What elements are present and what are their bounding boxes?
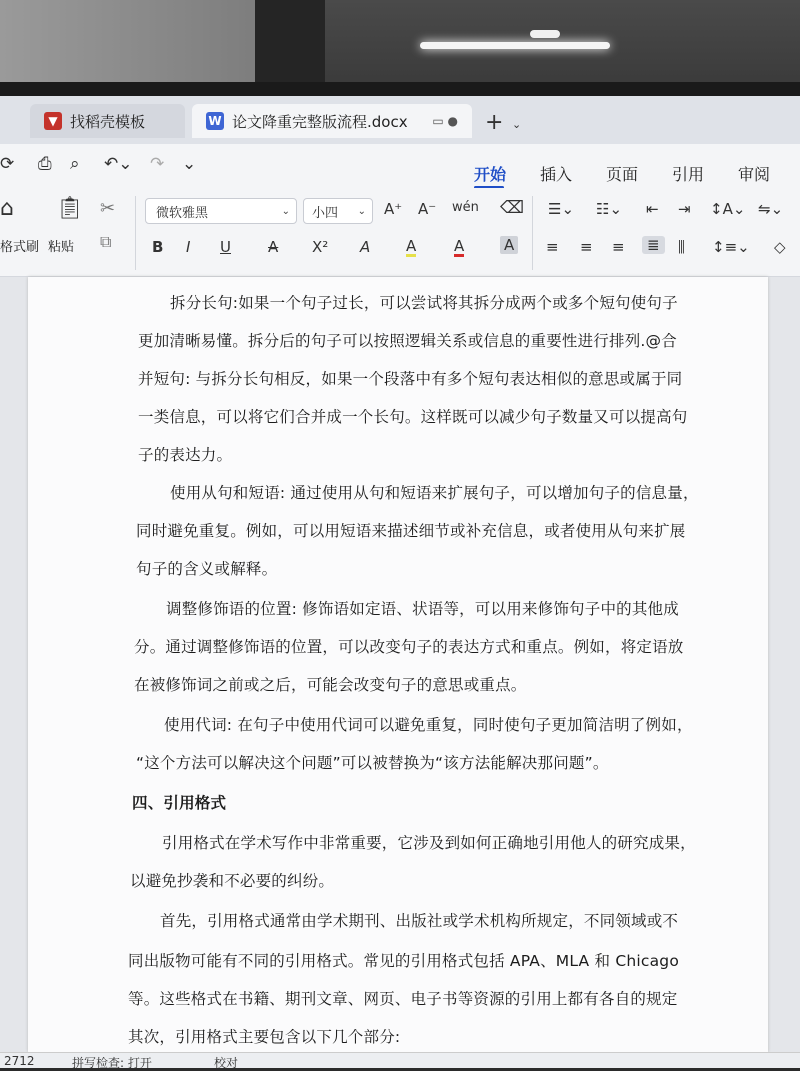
- paragraph-line: 子的表达力。: [138, 446, 233, 464]
- shrink-font-button[interactable]: A⁻: [418, 200, 437, 218]
- chevron-down-icon[interactable]: ⌄: [512, 118, 522, 131]
- menu-reference[interactable]: 引用: [672, 165, 705, 184]
- wps-window: [0, 96, 800, 1070]
- paragraph-line: 一类信息，可以将它们合并成一个长句。这样既可以减少句子数量又可以提高句: [138, 408, 688, 426]
- document-page[interactable]: [28, 277, 768, 1052]
- line-spacing-icon[interactable]: ↕≡⌄: [712, 238, 750, 256]
- wps-docer-icon: ▼: [44, 112, 62, 130]
- paragraph-line: 在被修饰词之前或之后，可能会改变句子的意思或重点。: [134, 676, 527, 694]
- tab-label: 论文降重完整版流程.docx: [232, 112, 408, 131]
- proofread-button[interactable]: 校对: [214, 1056, 239, 1070]
- increase-indent-icon[interactable]: ⇥: [678, 200, 691, 218]
- align-left-icon[interactable]: ≡: [546, 238, 559, 256]
- justify-icon[interactable]: ≣: [642, 236, 665, 254]
- bullet-list-icon[interactable]: ☰⌄: [548, 200, 575, 218]
- sort-icon[interactable]: ⇋⌄: [758, 200, 784, 218]
- paragraph-line: 句子的含义或解释。: [136, 560, 278, 578]
- background-wall: [0, 0, 260, 90]
- ribbon-toolbar: [0, 188, 800, 277]
- spell-check-status[interactable]: 拼写检查: 打开: [72, 1056, 152, 1070]
- tab-bar: [0, 96, 800, 144]
- ribbon-separator: [135, 196, 136, 270]
- paragraph-line: 同时避免重复。例如，可以用短语来描述细节或补充信息，或者使用从句来扩展: [136, 522, 686, 540]
- font-size-select[interactable]: [303, 198, 373, 224]
- undo-icon[interactable]: ↶⌄: [104, 154, 133, 174]
- document-area: [0, 277, 800, 1052]
- word-count[interactable]: 2712: [4, 1054, 35, 1068]
- bold-button[interactable]: B: [152, 238, 164, 256]
- paragraph-line: 引用格式在学术写作中非常重要，它涉及到如何正确地引用他人的研究成果，: [162, 834, 696, 852]
- font-name-select[interactable]: [145, 198, 297, 224]
- copy-icon[interactable]: ⧉: [100, 232, 112, 251]
- superscript-button[interactable]: X²: [312, 238, 329, 256]
- paragraph-line: “这个方法可以解决这个问题”可以被替换为“该方法能解决那问题”。: [136, 754, 609, 772]
- background-pillar: [255, 0, 325, 90]
- paragraph-line: 更加清晰易懂。拆分后的句子可以按照逻辑关系或信息的重要性进行排列.@合: [138, 332, 677, 350]
- text-direction-icon[interactable]: ↕A⌄: [710, 200, 746, 218]
- redo-icon[interactable]: ⟳: [0, 154, 15, 174]
- highlight-button[interactable]: A: [406, 237, 417, 255]
- strikethrough-button[interactable]: A: [268, 238, 279, 256]
- paste-label[interactable]: 粘贴: [48, 240, 75, 255]
- text-effect-button[interactable]: A: [360, 238, 371, 256]
- chevron-down-icon: ⌄: [357, 205, 366, 217]
- new-tab-button[interactable]: +: [485, 110, 504, 135]
- distribute-icon[interactable]: ⫼: [678, 238, 685, 256]
- numbered-list-icon[interactable]: ☷⌄: [596, 200, 623, 218]
- char-shading-button[interactable]: A: [500, 236, 518, 254]
- paragraph-line: 调整修饰语的位置: 修饰语如定语、状语等，可以用来修饰句子中的其他成: [166, 600, 679, 618]
- menu-insert[interactable]: 插入: [540, 165, 573, 184]
- tab-status-icon[interactable]: ▭ ●: [432, 114, 458, 128]
- paste-icon[interactable]: 📋︎: [56, 196, 84, 221]
- tab-label: 找稻壳模板: [70, 112, 146, 131]
- chevron-down-icon: ⌄: [281, 205, 290, 217]
- format-painter-icon[interactable]: ⌂: [0, 196, 14, 221]
- font-size-value: 小四: [312, 205, 339, 221]
- redo-icon[interactable]: ↷: [150, 154, 165, 174]
- menu-bar: [0, 144, 800, 188]
- menu-page[interactable]: 页面: [606, 165, 639, 184]
- wps-writer-icon: W: [206, 112, 224, 130]
- section-heading: 四、引用格式: [132, 794, 227, 812]
- paragraph-line: 使用代词: 在句子中使用代词可以避免重复，同时使句子更加简洁明了例如，: [164, 716, 693, 734]
- grow-font-button[interactable]: A⁺: [384, 200, 403, 218]
- font-name-value: 微软雅黑: [156, 205, 209, 221]
- background-photo: [0, 0, 800, 90]
- clear-format-icon[interactable]: ⌫: [500, 198, 525, 218]
- underline-button[interactable]: U: [220, 238, 231, 256]
- tab-document[interactable]: [192, 104, 472, 138]
- align-center-icon[interactable]: ≡: [580, 238, 593, 256]
- status-bar: [0, 1052, 800, 1068]
- ceiling-light: [420, 42, 610, 49]
- paragraph-line: 拆分长句:如果一个句子过长，可以尝试将其拆分成两个或多个短句使句子: [170, 294, 678, 312]
- chevron-down-icon[interactable]: ⌄: [182, 154, 197, 174]
- ribbon-separator: [532, 196, 533, 270]
- paragraph-line: 使用从句和短语: 通过使用从句和短语来扩展句子，可以增加句子的信息量，: [170, 484, 699, 502]
- align-right-icon[interactable]: ≡: [612, 238, 625, 256]
- paragraph-line: 等。这些格式在书籍、期刊文章、网页、电子书等资源的引用上都有各自的规定: [128, 990, 678, 1008]
- pinyin-button[interactable]: wén: [452, 200, 479, 215]
- paragraph-line: 以避免抄袭和不必要的纠纷。: [130, 872, 335, 890]
- menu-home[interactable]: 开始: [474, 165, 507, 184]
- paragraph-line: 并短句: 与拆分长句相反，如果一个段落中有多个短句表达相似的意思或属于同: [138, 370, 683, 388]
- cut-icon[interactable]: ✂: [100, 198, 116, 219]
- format-painter-label[interactable]: 格式刷: [0, 240, 40, 255]
- print-preview-icon[interactable]: ⌕: [70, 154, 80, 174]
- paragraph-line: 首先，引用格式通常由学术期刊、出版社或学术机构所规定，不同领域或不: [160, 912, 679, 930]
- menu-review[interactable]: 审阅: [738, 165, 771, 184]
- tab-docer-templates[interactable]: [30, 104, 185, 138]
- paragraph-line: 分。通过调整修饰语的位置，可以改变句子的表达方式和重点。例如，将定语放: [134, 638, 684, 656]
- ceiling-light-small: [530, 30, 560, 38]
- shading-icon[interactable]: ◇: [774, 238, 786, 256]
- paragraph-line: 其次，引用格式主要包含以下几个部分:: [128, 1028, 401, 1046]
- print-icon[interactable]: ⎙: [38, 154, 52, 174]
- decrease-indent-icon[interactable]: ⇤: [646, 200, 659, 218]
- paragraph-line: 同出版物可能有不同的引用格式。常见的引用格式包括 APA、MLA 和 Chicago: [128, 952, 680, 970]
- font-color-button[interactable]: A: [454, 237, 465, 255]
- italic-button[interactable]: I: [186, 238, 191, 256]
